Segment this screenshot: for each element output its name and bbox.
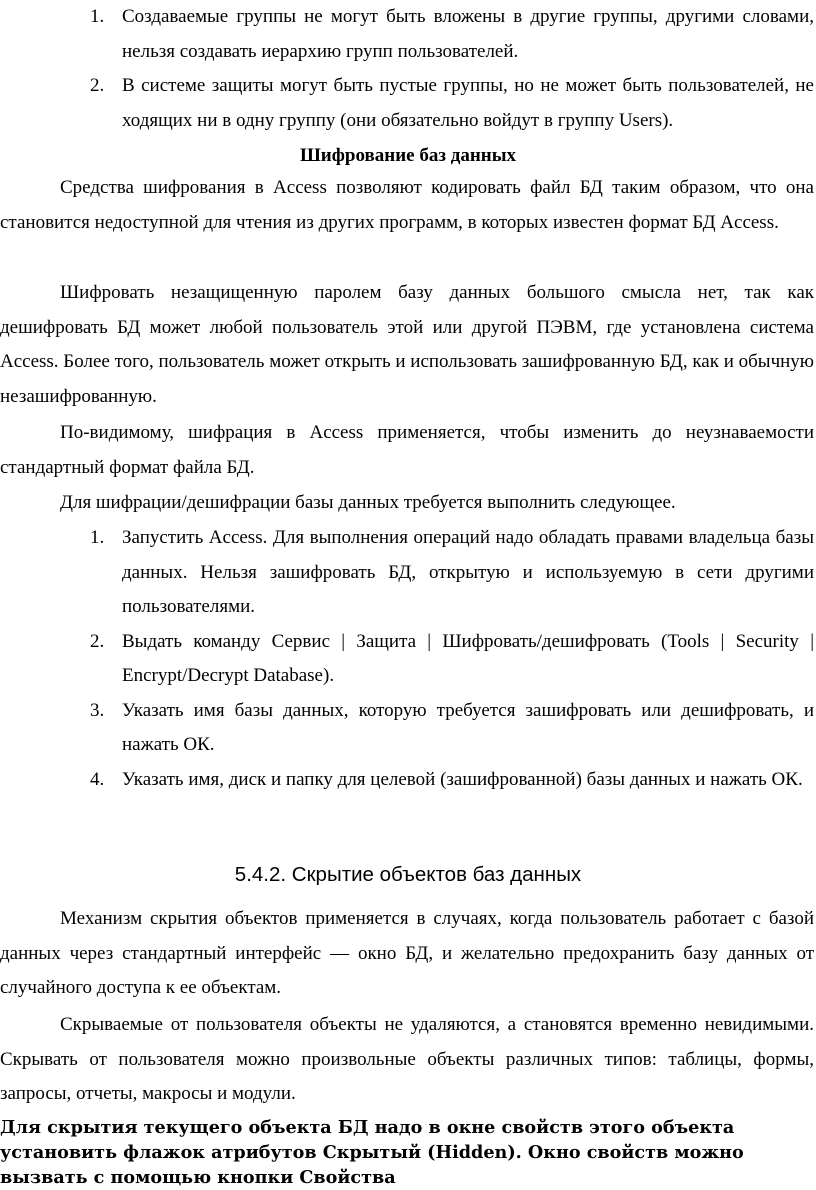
paragraph: Для шифрации/дешифрации базы данных требуется выполнить следующее. xyxy=(60,492,676,513)
bold-paragraph: Для скрытия текущего объекта БД надо в окне свойств этого объекта установить флажок атрибутов Скрытый (Hidden). Окно свойств можно вызвать с помощью кнопки Свойства xyxy=(0,1117,744,1188)
list-number: 3. xyxy=(90,699,105,721)
encryption-heading: Шифрование баз данных xyxy=(299,145,517,166)
paragraph: Механизм скрытия объектов применяется в случаях, когда пользователь работает с базой данных через стандартный интерфейс — окно БД, и желательно предохранить базу данных от случайного доступа к ее объектам. xyxy=(0,908,814,998)
list-item xyxy=(0,763,816,798)
section-heading: 5.4.2. Скрытие объектов баз данных xyxy=(234,863,582,886)
list-item xyxy=(0,521,816,625)
list-item-text: В системе защиты могут быть пустые группы, но не может быть пользователей, не ходящих ни в одну группу (они обязательно войдут в группу Users). xyxy=(122,75,814,131)
list-item xyxy=(0,69,816,138)
list-number: 1. xyxy=(90,6,105,27)
list-item xyxy=(0,625,816,694)
list-number: 4. xyxy=(90,768,105,790)
list-number: 1. xyxy=(90,527,105,548)
groups-rules-list xyxy=(0,0,816,138)
list-item-text: Выдать команду Сервис | Защита | Шифровать/дешифровать (Tools | Security | Encrypt/Decrypt Database). xyxy=(122,630,814,686)
list-number: 2. xyxy=(90,75,105,96)
encryption-steps-list xyxy=(0,521,816,797)
list-item-text: Создаваемые группы не могут быть вложены в другие группы, другими словами, нельзя создавать иерархию групп пользователей. xyxy=(122,6,814,62)
list-item-text: Указать имя базы данных, которую требуется зашифровать или дешифровать, и нажать ОК. xyxy=(122,699,814,755)
paragraph: По-видимому, шифрация в Access применяется, чтобы изменить до неузнаваемости стандартный формат файла БД. xyxy=(0,422,814,478)
list-item xyxy=(0,0,816,69)
paragraph: Шифровать незащищенную паролем базу данных большого смысла нет, так как дешифровать БД может любой пользователь этой или другой ПЭВМ, где установлена система Access. Более того, пользователь может открыть и использовать зашифрованную БД, как и обычную незашифрованную. xyxy=(0,282,814,407)
list-item-text: Указать имя, диск и папку для целевой (зашифрованной) базы данных и нажать ОК. xyxy=(122,768,803,790)
list-item xyxy=(0,694,816,763)
list-item-text: Запустить Access. Для выполнения операций надо обладать правами владельца базы данных. Нельзя зашифровать БД, открытую и используемую в сети другими пользователями. xyxy=(122,527,814,617)
paragraph: Скрываемые от пользователя объекты не удаляются, а становятся временно невидимыми. Скрывать от пользователя можно произвольные объекты различных типов: таблицы, формы, запросы, отчеты, макросы и модули. xyxy=(0,1014,814,1104)
list-number: 2. xyxy=(90,630,105,652)
paragraph: Средства шифрования в Access позволяют кодировать файл БД таким образом, что она становится недоступной для чтения из других программ, в которых известен формат БД Access. xyxy=(0,177,814,233)
